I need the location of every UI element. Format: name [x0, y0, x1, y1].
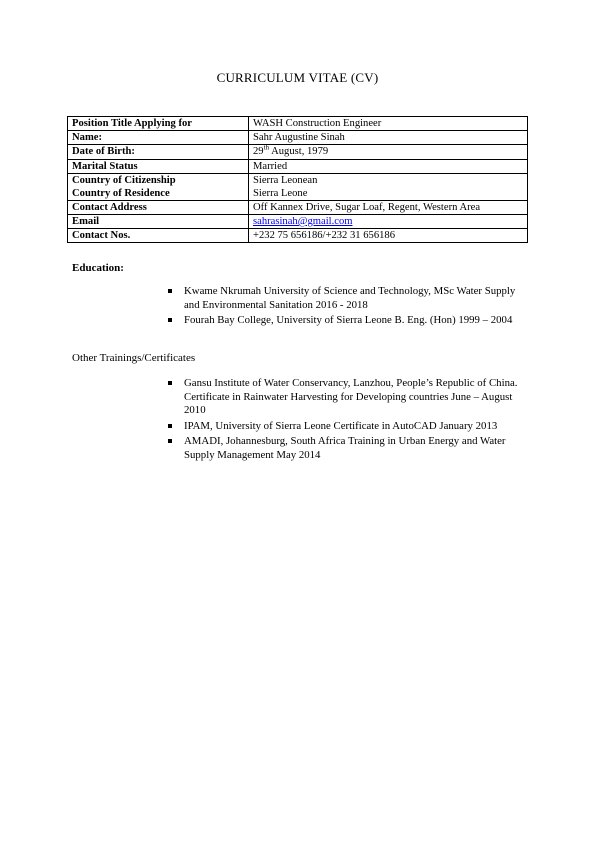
- education-item-text: Fourah Bay College, University of Sierra Leone B. Eng. (Hon) 1999 – 2004: [184, 314, 513, 327]
- marital-label: Marital Status: [68, 159, 249, 173]
- citizenship-value: Sierra Leonean: [253, 174, 318, 186]
- list-item: [167, 435, 527, 462]
- list-item: [167, 314, 527, 328]
- training-item-text: Gansu Institute of Water Conservancy, Lanzhou, People’s Republic of China. Certificate in Rainwater Harvesting for Developing countries June – August 2010: [184, 377, 518, 417]
- address-value: Off Kannex Drive, Sugar Loaf, Regent, Western Area: [249, 200, 528, 214]
- email-label: Email: [68, 214, 249, 228]
- table-row: [68, 214, 528, 228]
- country-values: [249, 173, 528, 200]
- bullet-icon: [168, 381, 172, 385]
- contact-label: Contact Nos.: [68, 229, 249, 243]
- table-row: [68, 145, 528, 159]
- education-heading: Education:: [72, 262, 124, 274]
- bullet-icon: [168, 289, 172, 293]
- education-list: [167, 285, 527, 330]
- trainings-list: [167, 377, 527, 465]
- list-item: [167, 420, 527, 434]
- residence-value: Sierra Leone: [253, 187, 308, 199]
- dob-suffix: th: [263, 144, 270, 152]
- training-item-text: IPAM, University of Sierra Leone Certificate in AutoCAD January 2013: [184, 419, 498, 432]
- citizenship-label: Country of Citizenship: [72, 174, 176, 186]
- document-title: CURRICULUM VITAE (CV): [216, 70, 379, 85]
- table-row: [68, 117, 528, 131]
- table-row: [68, 131, 528, 145]
- name-label: Name:: [68, 131, 249, 145]
- bullet-icon: [168, 318, 172, 322]
- list-item: [167, 377, 527, 418]
- dob-rest: August, 1979: [269, 146, 329, 158]
- marital-value: Married: [249, 159, 528, 173]
- name-value: Sahr Augustine Sinah: [249, 131, 528, 145]
- position-value: WASH Construction Engineer: [249, 117, 528, 131]
- dob-value: [249, 145, 528, 159]
- dob-day: 29: [253, 146, 264, 158]
- bullet-icon: [168, 439, 172, 443]
- table-row: [68, 173, 528, 200]
- bullet-icon: [168, 424, 172, 428]
- position-label: Position Title Applying for: [68, 117, 249, 131]
- dob-label: Date of Birth:: [68, 145, 249, 159]
- education-item-text: Kwame Nkrumah University of Science and Technology, MSc Water Supply and Environmental Sanitation 2016 - 2018: [184, 285, 516, 311]
- table-row: [68, 200, 528, 214]
- table-row: [68, 229, 528, 243]
- trainings-heading: Other Trainings/Certificates: [72, 352, 196, 364]
- address-label: Contact Address: [68, 200, 249, 214]
- personal-info-table: [67, 116, 528, 243]
- table-row: [68, 159, 528, 173]
- residence-label: Country of Residence: [72, 187, 170, 199]
- training-item-text: AMADI, Johannesburg, South Africa Training in Urban Energy and Water Supply Management May 2014: [184, 435, 506, 461]
- email-cell: [249, 214, 528, 228]
- country-labels: [68, 173, 249, 200]
- email-link[interactable]: sahrasinah@gmail.com: [253, 215, 353, 227]
- list-item: [167, 285, 527, 312]
- contact-value: +232 75 656186/+232 31 656186: [249, 229, 528, 243]
